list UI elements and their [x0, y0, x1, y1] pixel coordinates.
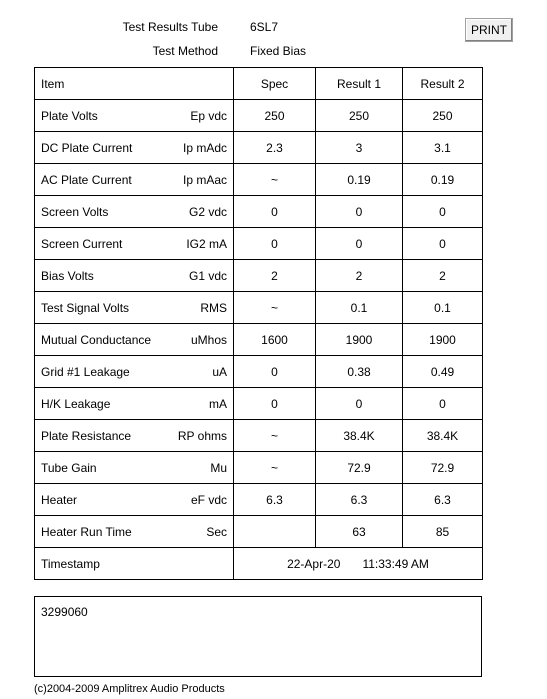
timestamp-row: [35, 548, 483, 580]
row-name: Heater Run Time: [41, 524, 132, 539]
table-row: [35, 292, 483, 324]
row-item: [35, 452, 234, 484]
row-name: AC Plate Current: [41, 172, 132, 187]
row-item: [35, 292, 234, 324]
row-result1: 72.9: [316, 452, 403, 484]
row-name: Plate Resistance: [41, 428, 132, 443]
table-row: [35, 452, 483, 484]
row-result2: 0: [403, 388, 483, 420]
row-unit: G1 vdc: [188, 268, 227, 283]
row-result1: 6.3: [316, 484, 403, 516]
row-spec: 1600: [234, 324, 316, 356]
row-name: Tube Gain: [41, 460, 97, 475]
table-row: [35, 356, 483, 388]
timestamp-time: 11:33:49 AM: [362, 556, 429, 571]
row-item: [35, 420, 234, 452]
timestamp-date: 22-Apr-20: [287, 556, 341, 571]
row-spec: ~: [234, 420, 316, 452]
row-unit: Ep vdc: [190, 108, 227, 123]
row-spec: 2: [234, 260, 316, 292]
row-item: [35, 260, 234, 292]
row-result2: 0.19: [403, 164, 483, 196]
row-spec: ~: [234, 292, 316, 324]
row-result1: 0: [316, 228, 403, 260]
row-spec: 0: [234, 196, 316, 228]
row-unit: G2 vdc: [188, 204, 227, 219]
row-item: [35, 100, 234, 132]
row-spec: ~: [234, 452, 316, 484]
col-header-item: Item: [35, 68, 234, 100]
tube-label: Test Results Tube: [122, 20, 218, 34]
table-row: [35, 420, 483, 452]
table-row: [35, 516, 483, 548]
row-spec: 6.3: [234, 484, 316, 516]
row-item: [35, 484, 234, 516]
row-unit: RP ohms: [177, 428, 227, 443]
copyright: (c)2004-2009 Amplitrex Audio Products: [34, 683, 225, 695]
row-item: [35, 324, 234, 356]
row-result1: 2: [316, 260, 403, 292]
method-label: Test Method: [152, 44, 218, 58]
row-result1: 250: [316, 100, 403, 132]
row-result1: 0: [316, 196, 403, 228]
row-spec: ~: [234, 164, 316, 196]
row-result2: 1900: [403, 324, 483, 356]
row-spec: 0: [234, 356, 316, 388]
row-name: Test Signal Volts: [41, 300, 130, 315]
results-table: [34, 67, 483, 580]
row-result2: 0.1: [403, 292, 483, 324]
row-item: [35, 356, 234, 388]
row-spec: [234, 516, 316, 548]
table-row: [35, 132, 483, 164]
row-spec: 0: [234, 228, 316, 260]
row-result1: 38.4K: [316, 420, 403, 452]
row-spec: 0: [234, 388, 316, 420]
row-unit: IG2 mA: [186, 236, 227, 251]
row-name: Mutual Conductance: [41, 332, 152, 347]
row-result1: 0.1: [316, 292, 403, 324]
row-result2: 0: [403, 196, 483, 228]
timestamp-label: Timestamp: [35, 548, 234, 580]
row-item: [35, 516, 234, 548]
table-row: [35, 260, 483, 292]
row-item: [35, 388, 234, 420]
col-header-result2: Result 2: [403, 68, 483, 100]
row-result1: 0.38: [316, 356, 403, 388]
timestamp-value: [234, 548, 483, 580]
notes-text: 3299060: [41, 605, 88, 619]
row-spec: 250: [234, 100, 316, 132]
row-result2: 250: [403, 100, 483, 132]
row-result1: 1900: [316, 324, 403, 356]
row-unit: Ip mAdc: [182, 140, 227, 155]
row-name: DC Plate Current: [41, 140, 133, 155]
row-unit: Mu: [210, 460, 227, 475]
table-row: [35, 484, 483, 516]
row-result1: 63: [316, 516, 403, 548]
row-item: [35, 196, 234, 228]
row-item: [35, 228, 234, 260]
row-result2: 38.4K: [403, 420, 483, 452]
row-spec: 2.3: [234, 132, 316, 164]
row-name: Screen Current: [41, 236, 123, 251]
row-item: [35, 164, 234, 196]
row-result1: 3: [316, 132, 403, 164]
notes-box[interactable]: [34, 596, 482, 677]
table-row: [35, 196, 483, 228]
row-name: Plate Volts: [41, 108, 98, 123]
row-result1: 0: [316, 388, 403, 420]
row-unit: uA: [212, 364, 227, 379]
row-name: Bias Volts: [41, 268, 94, 283]
row-name: Screen Volts: [41, 204, 109, 219]
row-result2: 3.1: [403, 132, 483, 164]
col-header-result1: Result 1: [316, 68, 403, 100]
table-row: [35, 228, 483, 260]
row-result1: 0.19: [316, 164, 403, 196]
row-name: Grid #1 Leakage: [41, 364, 130, 379]
row-unit: eF vdc: [190, 492, 227, 507]
row-result2: 85: [403, 516, 483, 548]
row-name: Heater: [41, 492, 78, 507]
table-row: [35, 100, 483, 132]
tube-value: 6SL7: [250, 20, 279, 34]
row-result2: 2: [403, 260, 483, 292]
row-unit: mA: [209, 396, 227, 411]
row-result2: 6.3: [403, 484, 483, 516]
table-row: [35, 388, 483, 420]
row-unit: uMhos: [190, 332, 227, 347]
row-unit: Sec: [206, 524, 227, 539]
row-item: [35, 132, 234, 164]
col-header-spec: Spec: [234, 68, 316, 100]
method-value: Fixed Bias: [250, 44, 307, 58]
row-result2: 0: [403, 228, 483, 260]
table-row: [35, 164, 483, 196]
table-row: [35, 324, 483, 356]
header-row: [35, 68, 483, 100]
print-button[interactable]: PRINT: [465, 18, 513, 42]
row-result2: 72.9: [403, 452, 483, 484]
row-unit: Ip mAac: [182, 172, 227, 187]
row-name: H/K Leakage: [41, 396, 111, 411]
row-result2: 0.49: [403, 356, 483, 388]
row-unit: RMS: [200, 300, 227, 315]
